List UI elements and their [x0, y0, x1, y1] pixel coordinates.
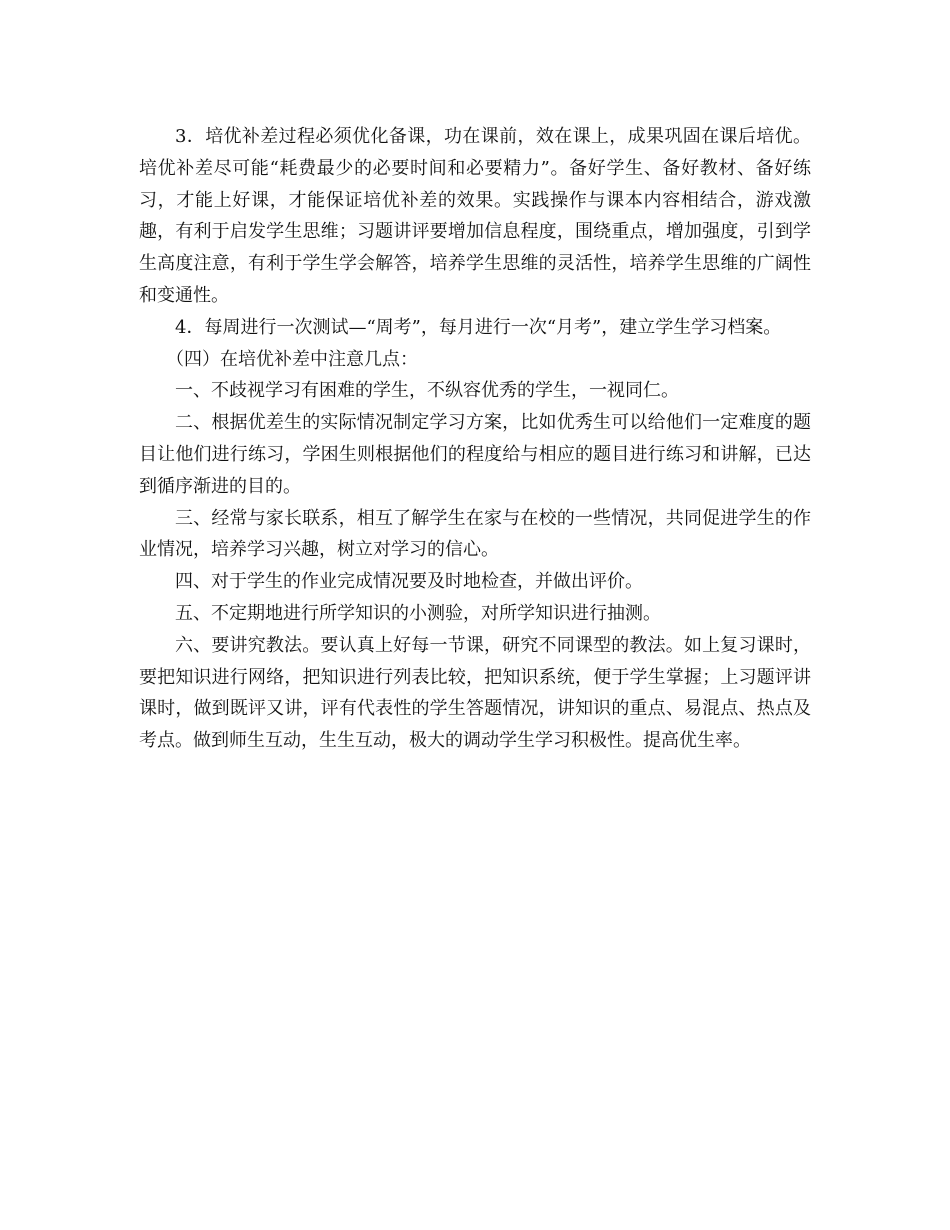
paragraph-lesson-preparation: 3．培优补差过程必须优化备课，功在课前，效在课上，成果巩固在课后培优。培优补差尽可能“耗费最少的必要时间和必要精力”。备好学生、备好教材、备好练习，才能上好课，才能保证培优补差的效果。实践操作与课本内容相结合，游戏激趣，有利于启发学生思维；习题讲评要增加信息程度，围绕重点，增加强度，引到学生高度注意，有利于学生学会解答，培养学生思维的灵活性，培养学生思维的广阔性和变通性。 [139, 126, 811, 306]
paragraph-point-four: 四、对于学生的作业完成情况要及时地检查，并做出评价。 [175, 571, 643, 593]
paragraph-point-one: 一、不歧视学习有困难的学生，不纵容优秀的学生，一视同仁。 [175, 380, 679, 402]
paragraph-point-six: 六、要讲究教法。要认真上好每一节课，研究不同课型的教法。如上复习课时，要把知识进行网络，把知识进行列表比较，把知识系统，便于学生掌握；上习题评讲课时，做到既评又讲，评有代表性的学生答题情况，讲知识的重点、易混点、热点及考点。做到师生互动，生生互动，极大的调动学生学习积极性。提高优生率。 [139, 634, 811, 752]
paragraph-point-two: 二、根据优差生的实际情况制定学习方案，比如优秀生可以给他们一定难度的题目让他们进行练习，学困生则根据他们的程度给与相应的题目进行练习和讲解，已达到循序渐进的目的。 [139, 412, 811, 497]
paragraph-point-five: 五、不定期地进行所学知识的小测验，对所学知识进行抽测。 [175, 602, 661, 624]
section-heading-notes: （四）在培优补差中注意几点： [166, 348, 418, 370]
paragraph-weekly-test: 4．每周进行一次测试—“周考”，每月进行一次“月考”，建立学生学习档案。 [175, 316, 782, 338]
document-page [139, 121, 811, 757]
paragraph-point-three: 三、经常与家长联系，相互了解学生在家与在校的一些情况，共同促进学生的作业情况，培养学习兴趣，树立对学习的信心。 [139, 507, 811, 561]
